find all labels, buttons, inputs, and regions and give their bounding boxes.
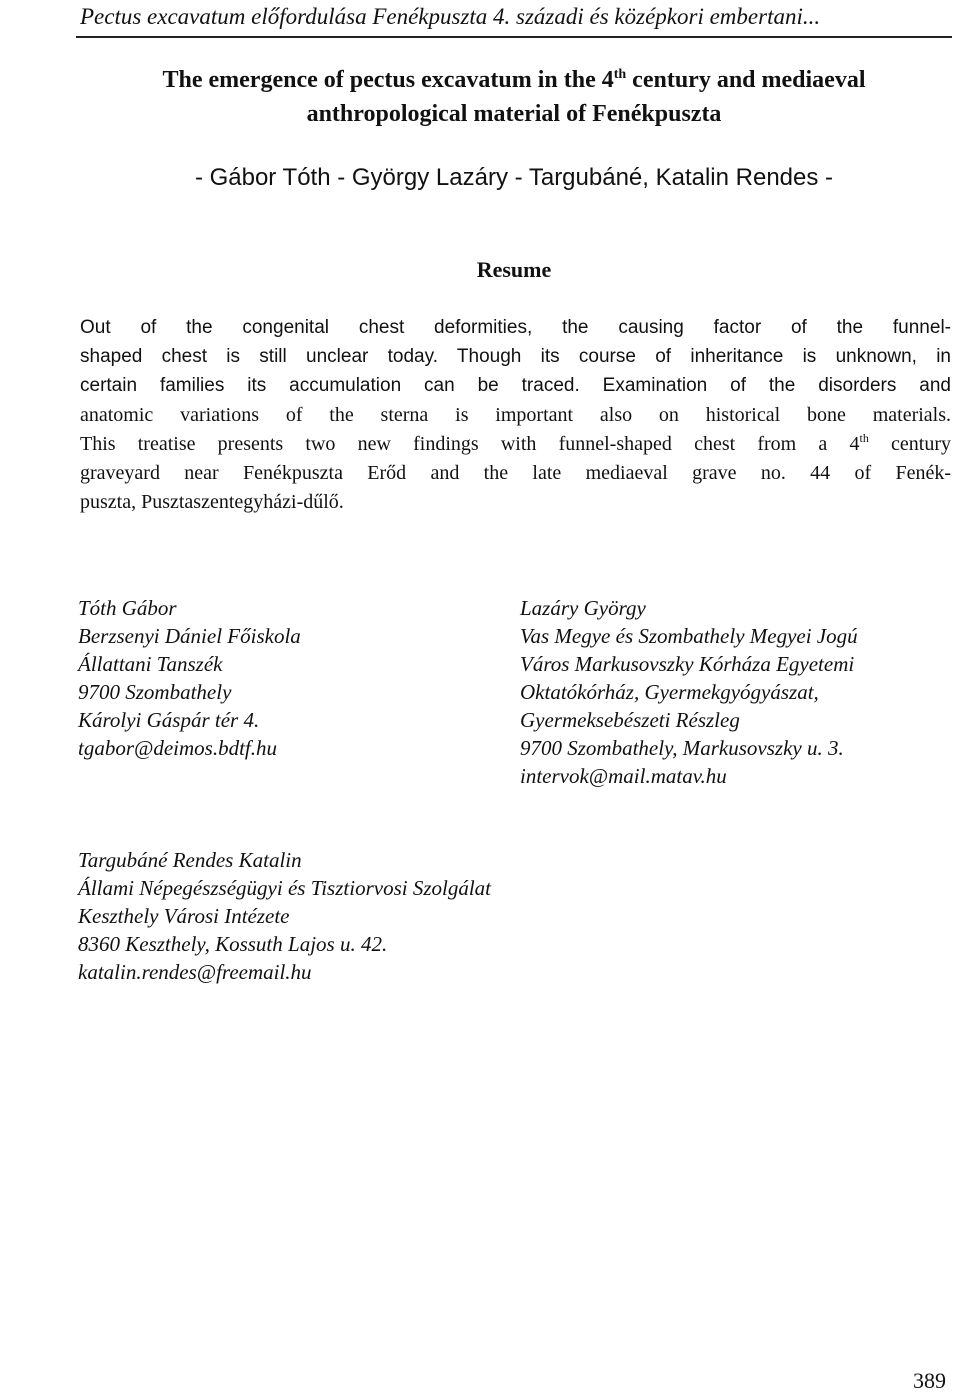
address-line: 9700 Szombathely, Markusovszky u. 3. xyxy=(520,736,844,760)
affiliation-line: Város Markusovszky Kórháza Egyetemi xyxy=(520,652,855,676)
email: intervok@mail.matav.hu xyxy=(520,764,727,788)
authors-line: - Gábor Tóth - György Lazáry - Targubáné, Katalin Rendes - xyxy=(194,164,834,191)
abstract-line: certain families its accumulation can be traced. Examination of the disorders and xyxy=(80,375,951,396)
abstract-line: puszta, Pusztaszentegyházi-dűlő. xyxy=(80,491,344,513)
author-name: Tóth Gábor xyxy=(78,596,177,620)
affiliation-line: Berzsenyi Dániel Főiskola xyxy=(78,624,301,648)
address-targubane xyxy=(78,846,491,986)
abstract-line: Out of the congenital chest deformities, the causing factor of the funnel- xyxy=(80,317,951,338)
abstract-line: graveyard near Fenékpuszta Erőd and the late mediaeval grave no. 44 of Fenék- xyxy=(80,462,951,484)
address-lazary xyxy=(520,594,858,790)
abstract-line: shaped chest is still unclear today. Though its course of inheritance is unknown, in xyxy=(80,346,951,367)
header-rule xyxy=(76,36,952,38)
resume-heading: Resume xyxy=(476,257,552,282)
paper-title xyxy=(76,63,952,131)
affiliation-line: Keszthely Városi Intézete xyxy=(78,904,290,928)
address-line: 9700 Szombathely xyxy=(78,680,232,704)
abstract-line-5-end: century xyxy=(868,433,951,455)
affiliation-line: Oktatókórház, Gyermekgyógyászat, xyxy=(520,680,819,704)
title-line-1-end: century and mediaeval xyxy=(626,67,866,93)
title-superscript: th xyxy=(613,67,627,82)
email: tgabor@deimos.bdtf.hu xyxy=(78,736,277,760)
title-line-2: anthropological material of Fenékpuszta xyxy=(306,101,722,127)
page-number: 389 xyxy=(913,1368,946,1393)
affiliation-line: Állami Népegészségügyi és Tisztiorvosi Szolgálat xyxy=(78,876,491,900)
affiliation-line: Gyermeksebészeti Részleg xyxy=(520,708,740,732)
title-line-1-start: The emergence of pectus excavatum in the 4 xyxy=(162,67,614,93)
affiliation-line: Vas Megye és Szombathely Megyei Jogú xyxy=(520,624,858,648)
affiliation-line: Állattani Tanszék xyxy=(78,652,223,676)
address-line: Károlyi Gáspár tér 4. xyxy=(78,708,260,732)
email: katalin.rendes@freemail.hu xyxy=(78,960,312,984)
address-line: 8360 Keszthely, Kossuth Lajos u. 42. xyxy=(78,932,388,956)
running-header: Pectus excavatum előfordulása Fenékpuszta 4. századi és középkori embertani... xyxy=(80,4,821,29)
abstract-line: anatomic variations of the sterna is important also on historical bone materials. xyxy=(80,404,951,426)
author-name: Lazáry György xyxy=(520,596,646,620)
title-line-1 xyxy=(162,67,865,93)
address-toth xyxy=(78,594,301,762)
author-name: Targubáné Rendes Katalin xyxy=(78,848,302,872)
abstract-line-5-start: This treatise presents two new findings with funnel-shaped chest from a 4 xyxy=(80,433,860,455)
abstract-superscript: th xyxy=(859,431,869,445)
abstract-line xyxy=(80,430,951,458)
